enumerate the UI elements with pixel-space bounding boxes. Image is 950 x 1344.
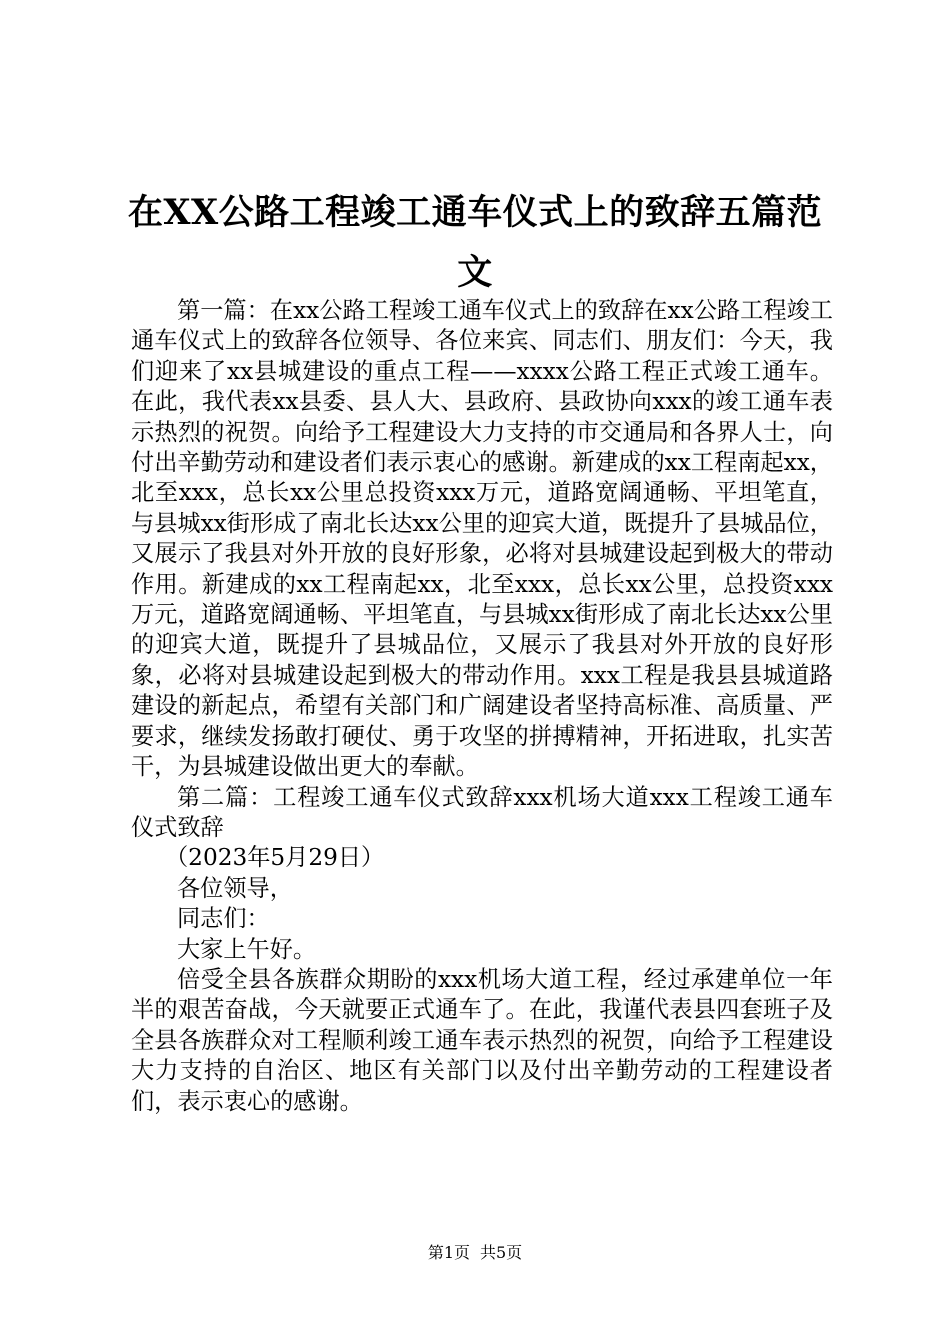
paragraph-salutation-leaders: 各位领导，	[177, 874, 293, 902]
page-number: 第1页	[427, 1243, 470, 1262]
paragraph-first-speech: 第一篇：在xx公路工程竣工通车仪式上的致辞在xx公路工程竣工通车仪式上的致辞各位领导、各位来宾、同志们、朋友们：今天，我们迎来了xx县城建设的重点工程——xxxx公路工程正式竣工通车。在此，我代表xx县委、县人大、县政府、县政协向xxx的竣工通车表示热烈的祝贺。向给予工程建设大力支持的市交通局和各界人士，向付出辛勤劳动和建设者们表示衷心的感谢。新建成的xx工程南起xx，北至xxx，总长xx公里总投资xxx万元，道路宽阔通畅、平坦笔直，与县城xx街形成了南北长达xx公里的迎宾大道，既提升了县城品位，又展示了我县对外开放的良好形象，必将对县城建设起到极大的带动作用。新建成的xx工程南起xx，北至xxx，总长xx公里，总投资xxx万元，道路宽阔通畅、平坦笔直，与县城xx街形成了南北长达xx公里的迎宾大道，既提升了县城品位，又展示了我县对外开放的良好形象，必将对县城建设起到极大的带动作用。xxx工程是我县县城道路建设的新起点，希望有关部门和广阔建设者坚持高标准、高质量、严要求，继续发扬敢打硬仗、勇于攻坚的拼搏精神，开拓进取，扎实苦干，为县城建设做出更大的奉献。	[131, 297, 833, 781]
document-body	[131, 296, 833, 1117]
page-total: 共5页	[480, 1243, 523, 1262]
paragraph-greeting: 大家上午好。	[177, 935, 317, 963]
paragraph-date: （2023年5月29日）	[165, 844, 385, 872]
page-footer	[0, 1243, 950, 1263]
paragraph-second-speech-heading: 第二篇：工程竣工通车仪式致辞xxx机场大道xxx工程竣工通车仪式致辞	[131, 783, 833, 841]
paragraph-second-speech-body: 倍受全县各族群众期盼的xxx机场大道工程，经过承建单位一年半的艰苦奋战，今天就要正式通车了。在此，我谨代表县四套班子及全县各族群众对工程顺利竣工通车表示热烈的祝贺，向给予工程建设大力支持的自治区、地区有关部门以及付出辛勤劳动的工程建设者们，表示衷心的感谢。	[131, 965, 833, 1115]
paragraph-salutation-comrades: 同志们：	[177, 905, 270, 933]
document-title: 在XX公路工程竣工通车仪式上的致辞五篇范文	[127, 192, 823, 293]
